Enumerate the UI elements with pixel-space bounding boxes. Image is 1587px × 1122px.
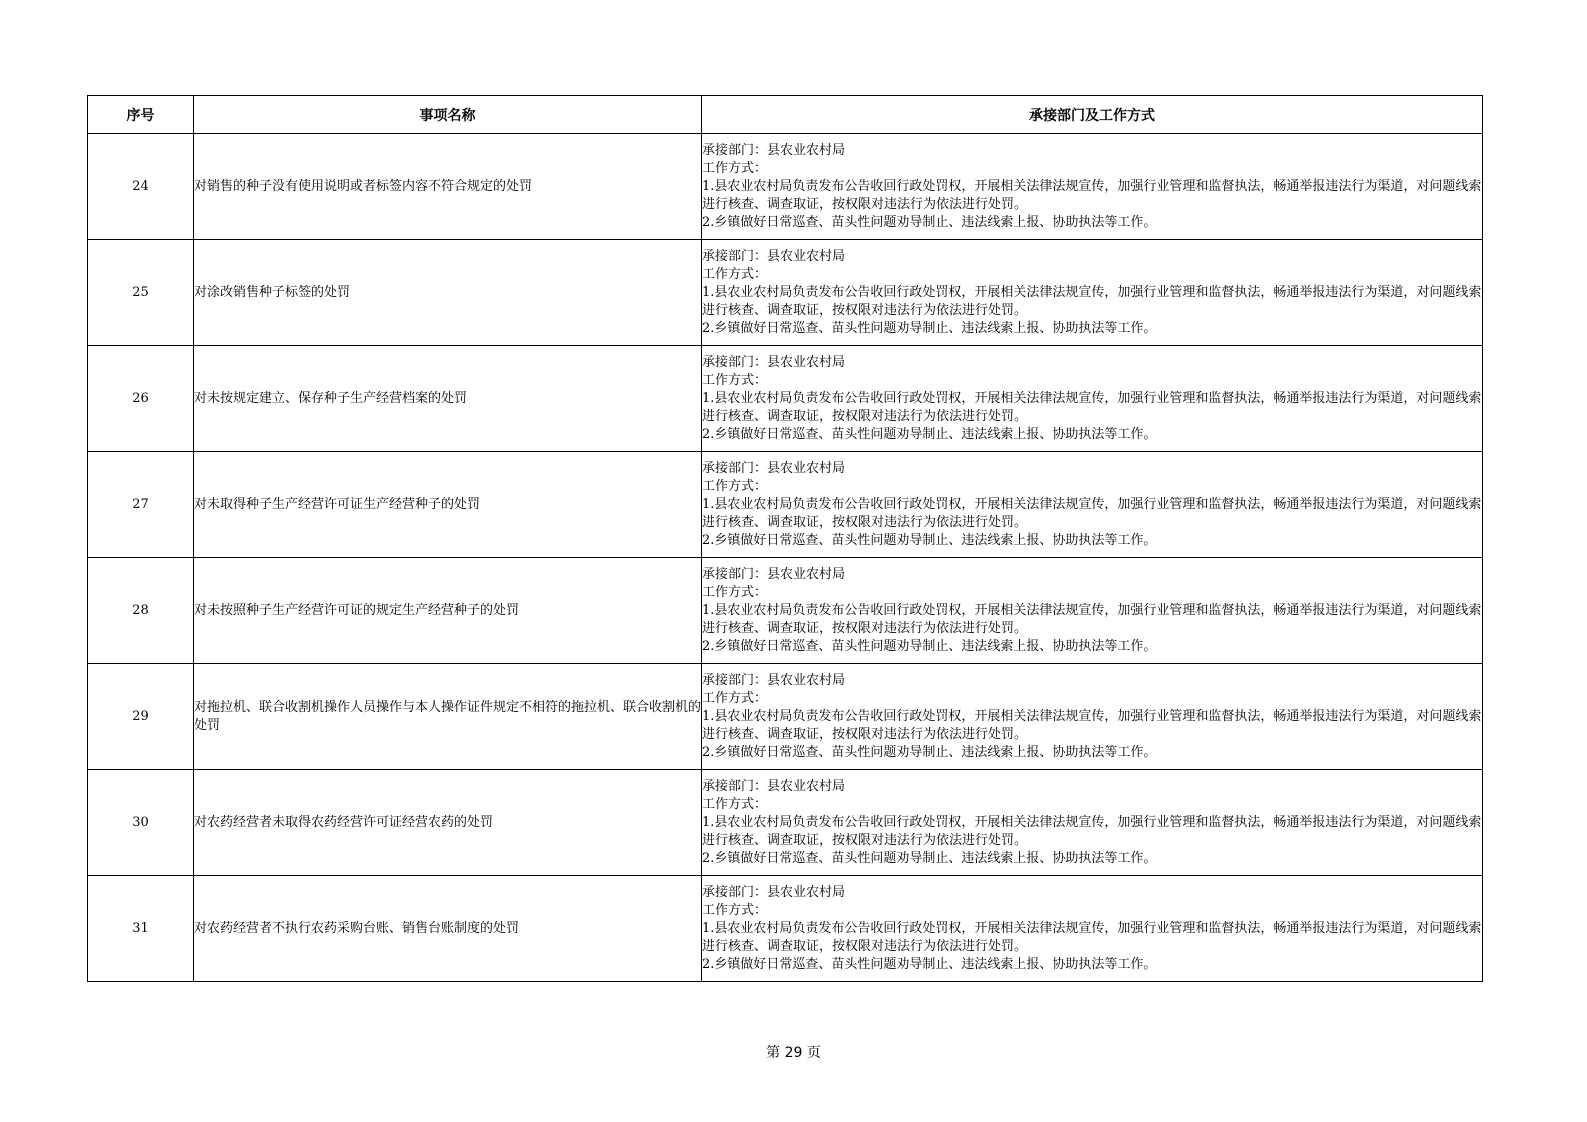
header-department-and-method: 承接部门及工作方式 <box>702 96 1483 134</box>
method-item-2: 2.乡镇做好日常巡查、苗头性问题劝导制止、违法线索上报、协助执法等工作。 <box>702 214 1157 230</box>
method-label: 工作方式： <box>702 902 768 918</box>
method-item-1: 1.县农业农村局负责发布公告收回行政处罚权，开展相关法律法规宣传，加强行业管理和监督执法，畅通举报违法行为渠道，对问题线索进行核查、调查取证，按权限对违法行为依法进行处罚。 <box>702 284 1482 318</box>
dept-line: 承接部门：县农业农村局 <box>702 884 846 900</box>
row-department-method <box>702 558 1483 664</box>
method-item-1: 1.县农业农村局负责发布公告收回行政处罚权，开展相关法律法规宣传，加强行业管理和监督执法，畅通举报违法行为渠道，对问题线索进行核查、调查取证，按权限对违法行为依法进行处罚。 <box>702 496 1482 530</box>
dept-line: 承接部门：县农业农村局 <box>702 672 846 688</box>
method-item-2: 2.乡镇做好日常巡查、苗头性问题劝导制止、违法线索上报、协助执法等工作。 <box>702 320 1157 336</box>
table-row <box>88 558 1483 664</box>
row-department-method <box>702 134 1483 240</box>
method-item-1: 1.县农业农村局负责发布公告收回行政处罚权，开展相关法律法规宣传，加强行业管理和监督执法，畅通举报违法行为渠道，对问题线索进行核查、调查取证，按权限对违法行为依法进行处罚。 <box>702 602 1482 636</box>
method-item-1: 1.县农业农村局负责发布公告收回行政处罚权，开展相关法律法规宣传，加强行业管理和监督执法，畅通举报违法行为渠道，对问题线索进行核查、调查取证，按权限对违法行为依法进行处罚。 <box>702 390 1482 424</box>
method-item-2: 2.乡镇做好日常巡查、苗头性问题劝导制止、违法线索上报、协助执法等工作。 <box>702 850 1157 866</box>
row-item-name: 对未按照种子生产经营许可证的规定生产经营种子的处罚 <box>194 558 702 664</box>
method-label: 工作方式： <box>702 478 768 494</box>
row-item-name: 对未按规定建立、保存种子生产经营档案的处罚 <box>194 346 702 452</box>
row-item-name: 对销售的种子没有使用说明或者标签内容不符合规定的处罚 <box>194 134 702 240</box>
row-item-name: 对未取得种子生产经营许可证生产经营种子的处罚 <box>194 452 702 558</box>
row-serial-number: 31 <box>88 876 194 982</box>
row-serial-number: 25 <box>88 240 194 346</box>
method-label: 工作方式： <box>702 796 768 812</box>
row-department-method <box>702 664 1483 770</box>
row-serial-number: 27 <box>88 452 194 558</box>
row-item-name: 对农药经营者未取得农药经营许可证经营农药的处罚 <box>194 770 702 876</box>
dept-line: 承接部门：县农业农村局 <box>702 778 846 794</box>
table-row <box>88 240 1483 346</box>
table-row <box>88 664 1483 770</box>
page-number: 第 29 页 <box>766 1045 821 1061</box>
row-serial-number: 24 <box>88 134 194 240</box>
method-item-1: 1.县农业农村局负责发布公告收回行政处罚权，开展相关法律法规宣传，加强行业管理和监督执法，畅通举报违法行为渠道，对问题线索进行核查、调查取证，按权限对违法行为依法进行处罚。 <box>702 708 1482 742</box>
row-item-name: 对涂改销售种子标签的处罚 <box>194 240 702 346</box>
dept-line: 承接部门：县农业农村局 <box>702 248 846 264</box>
method-item-2: 2.乡镇做好日常巡查、苗头性问题劝导制止、违法线索上报、协助执法等工作。 <box>702 426 1157 442</box>
row-department-method <box>702 770 1483 876</box>
dept-line: 承接部门：县农业农村局 <box>702 142 846 158</box>
row-serial-number: 30 <box>88 770 194 876</box>
method-label: 工作方式： <box>702 160 768 176</box>
table-row <box>88 452 1483 558</box>
dept-line: 承接部门：县农业农村局 <box>702 460 846 476</box>
table-row <box>88 876 1483 982</box>
method-label: 工作方式： <box>702 584 768 600</box>
table-header-row <box>88 96 1483 134</box>
row-item-name: 对拖拉机、联合收割机操作人员操作与本人操作证件规定不相符的拖拉机、联合收割机的处罚 <box>194 664 702 770</box>
method-item-2: 2.乡镇做好日常巡查、苗头性问题劝导制止、违法线索上报、协助执法等工作。 <box>702 532 1157 548</box>
matters-table <box>87 95 1483 982</box>
method-item-1: 1.县农业农村局负责发布公告收回行政处罚权，开展相关法律法规宣传，加强行业管理和监督执法，畅通举报违法行为渠道，对问题线索进行核查、调查取证，按权限对违法行为依法进行处罚。 <box>702 814 1482 848</box>
method-label: 工作方式： <box>702 266 768 282</box>
row-department-method <box>702 452 1483 558</box>
header-item-name: 事项名称 <box>194 96 702 134</box>
dept-line: 承接部门：县农业农村局 <box>702 354 846 370</box>
method-item-1: 1.县农业农村局负责发布公告收回行政处罚权，开展相关法律法规宣传，加强行业管理和监督执法，畅通举报违法行为渠道，对问题线索进行核查、调查取证，按权限对违法行为依法进行处罚。 <box>702 920 1482 954</box>
method-item-2: 2.乡镇做好日常巡查、苗头性问题劝导制止、违法线索上报、协助执法等工作。 <box>702 638 1157 654</box>
table-row <box>88 134 1483 240</box>
table-row <box>88 346 1483 452</box>
row-department-method <box>702 240 1483 346</box>
method-label: 工作方式： <box>702 690 768 706</box>
header-serial-number: 序号 <box>88 96 194 134</box>
method-item-2: 2.乡镇做好日常巡查、苗头性问题劝导制止、违法线索上报、协助执法等工作。 <box>702 956 1157 972</box>
row-serial-number: 28 <box>88 558 194 664</box>
table-row <box>88 770 1483 876</box>
row-item-name: 对农药经营者不执行农药采购台账、销售台账制度的处罚 <box>194 876 702 982</box>
row-department-method <box>702 346 1483 452</box>
method-item-1: 1.县农业农村局负责发布公告收回行政处罚权，开展相关法律法规宣传，加强行业管理和监督执法，畅通举报违法行为渠道，对问题线索进行核查、调查取证，按权限对违法行为依法进行处罚。 <box>702 178 1482 212</box>
row-department-method <box>702 876 1483 982</box>
dept-line: 承接部门：县农业农村局 <box>702 566 846 582</box>
row-serial-number: 29 <box>88 664 194 770</box>
method-label: 工作方式： <box>702 372 768 388</box>
row-serial-number: 26 <box>88 346 194 452</box>
method-item-2: 2.乡镇做好日常巡查、苗头性问题劝导制止、违法线索上报、协助执法等工作。 <box>702 744 1157 760</box>
